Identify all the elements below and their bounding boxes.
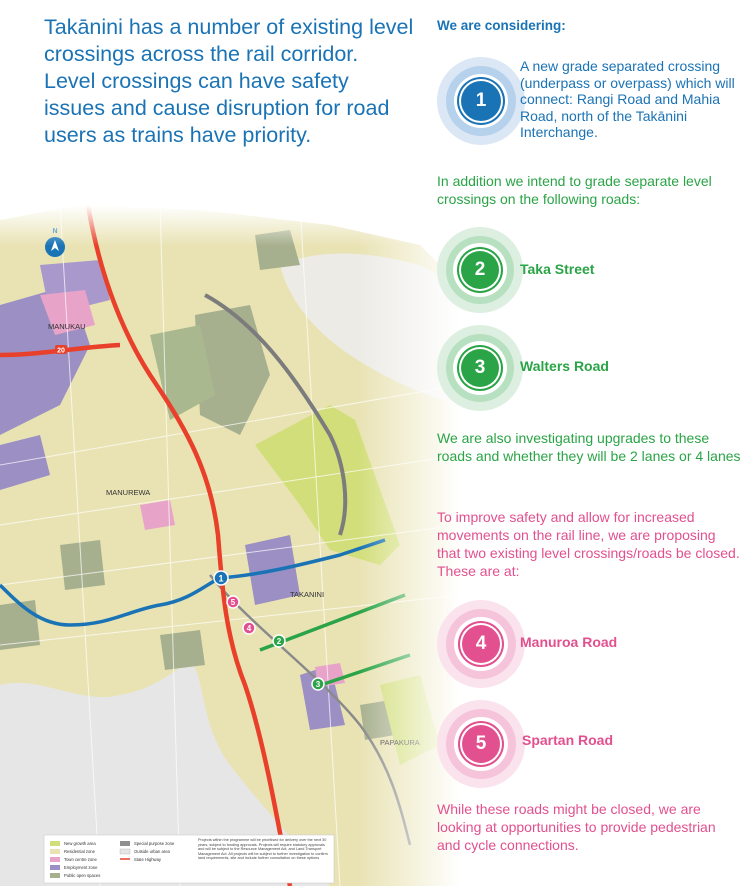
item-2-label: Taka Street — [520, 261, 595, 277]
considering-heading: We are considering: — [437, 18, 566, 33]
closing-note: While these roads might be closed, we are looking at opportunities to provide pedestrian and cycle connections. — [437, 801, 716, 853]
item-3-label: Walters Road — [520, 358, 609, 374]
intro-text: Takānini has a number of existing level crossings across the rail corridor. Level crossings can have safety issues and cause disruption for road users as trains have priority. — [44, 15, 414, 147]
svg-text:New growth area: New growth area — [64, 841, 96, 846]
map-legend — [44, 835, 334, 883]
item-5-label: Spartan Road — [522, 732, 614, 748]
badge-4 — [437, 600, 525, 688]
svg-text:Public open spaces: Public open spaces — [64, 873, 101, 878]
svg-text:Outside urban area: Outside urban area — [134, 849, 170, 854]
item-4-label: Manuroa Road — [520, 634, 618, 650]
badge-3-number: 3 — [461, 349, 499, 387]
badge-5 — [437, 700, 525, 788]
svg-text:Employment zone: Employment zone — [64, 865, 98, 870]
badge-1 — [437, 57, 525, 145]
investigating-text: We are also investigating upgrades to these roads and whether they will be 2 lanes or 4 lanes — [437, 430, 741, 464]
project-map — [0, 205, 460, 886]
svg-text:Town centre zone: Town centre zone — [64, 857, 97, 862]
badge-2 — [437, 227, 523, 313]
item-1-text: A new grade separated crossing (underpass or overpass) which will connect: Rangi Road and Mahia Road, north of the Takānini Interchange. — [520, 58, 735, 140]
badge-5-number: 5 — [462, 725, 500, 763]
closures-text: To improve safety and allow for increased movements on the rail line, we are proposing that two existing level crossings/roads be closed. These are at: — [437, 509, 740, 579]
svg-text:Residential zone: Residential zone — [64, 849, 95, 854]
badge-3 — [437, 325, 523, 411]
badge-1-number: 1 — [461, 81, 501, 121]
badge-2-number: 2 — [461, 251, 499, 289]
legend-note: Projects within the programme will be prioritised for delivery over the next 30 years, subject to funding approvals. Projects will require statutory approvals and will be subject to the Resource Management Act, and Land Transport Management Act. All projects will be subject to further investigation to confirm land requirements, site and include further consultation on these options — [198, 838, 328, 861]
grade-separate-text: In addition we intend to grade separate level crossings on the following roads: — [437, 173, 712, 207]
svg-text:State Highway: State Highway — [134, 857, 161, 862]
badge-4-number: 4 — [462, 625, 500, 663]
svg-text:Special purpose zone: Special purpose zone — [134, 841, 175, 846]
